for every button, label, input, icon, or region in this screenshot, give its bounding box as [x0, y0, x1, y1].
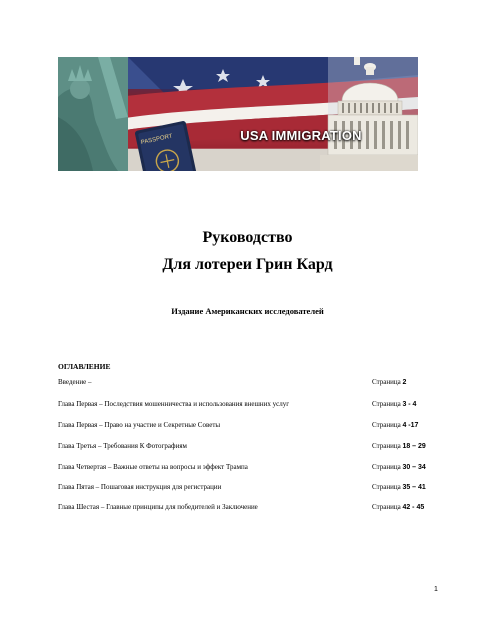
document-title-line2: Для лотереи Грин Кард: [162, 256, 333, 273]
toc-entry-page: Страница 18 – 29: [372, 442, 426, 450]
toc-entry: [58, 461, 438, 473]
toc-entry: [58, 481, 438, 493]
edition-subtitle: Издание Американских исследователей: [171, 306, 324, 316]
toc-entry: [58, 376, 438, 388]
toc-entry-page: Страница 4 -17: [372, 421, 419, 429]
toc-entry-page: Страница 42 - 45: [372, 503, 425, 511]
usa-immigration-banner: [58, 57, 418, 171]
toc-entry-label: Глава Третья – Требования К Фотографиям: [58, 442, 187, 450]
toc-entry-page: Страница 2: [372, 378, 407, 386]
banner-artwork: [58, 57, 418, 171]
toc-entry: [58, 419, 438, 431]
capitol-dome-icon: [320, 57, 418, 171]
toc-entry-page: Страница 3 - 4: [372, 400, 417, 408]
statue-of-liberty-icon: [58, 57, 128, 171]
toc-entry-label: Глава Первая – Последствия мошенничества и использования внешних услуг: [58, 400, 290, 408]
passport-label: PASSPORT: [140, 133, 174, 147]
toc-entry-label: Глава Четвертая – Важные ответы на вопросы и эффект Трампа: [58, 463, 248, 471]
toc-entry-label: Введение –: [58, 378, 92, 386]
document-title-line1: Руководство: [202, 229, 293, 246]
toc-entry: [58, 501, 438, 513]
toc-entry: [58, 440, 438, 452]
toc-entry: [58, 398, 438, 410]
toc-entry-label: Глава Пятая – Пошаговая инструкция для регистрации: [58, 483, 222, 491]
toc-entry-page: Страница 30 – 34: [372, 463, 426, 471]
toc-heading: ОГЛАВЛЕНИЕ: [58, 362, 111, 371]
banner-title: USA IMMIGRATION: [240, 128, 362, 143]
page-number: 1: [434, 586, 438, 593]
toc-entry-label: Глава Первая – Право на участие и Секретные Советы: [58, 421, 221, 429]
toc-entry-label: Глава Шестая – Главные принципы для победителей и Заключение: [58, 503, 258, 511]
toc-entry-page: Страница 35 – 41: [372, 483, 426, 491]
